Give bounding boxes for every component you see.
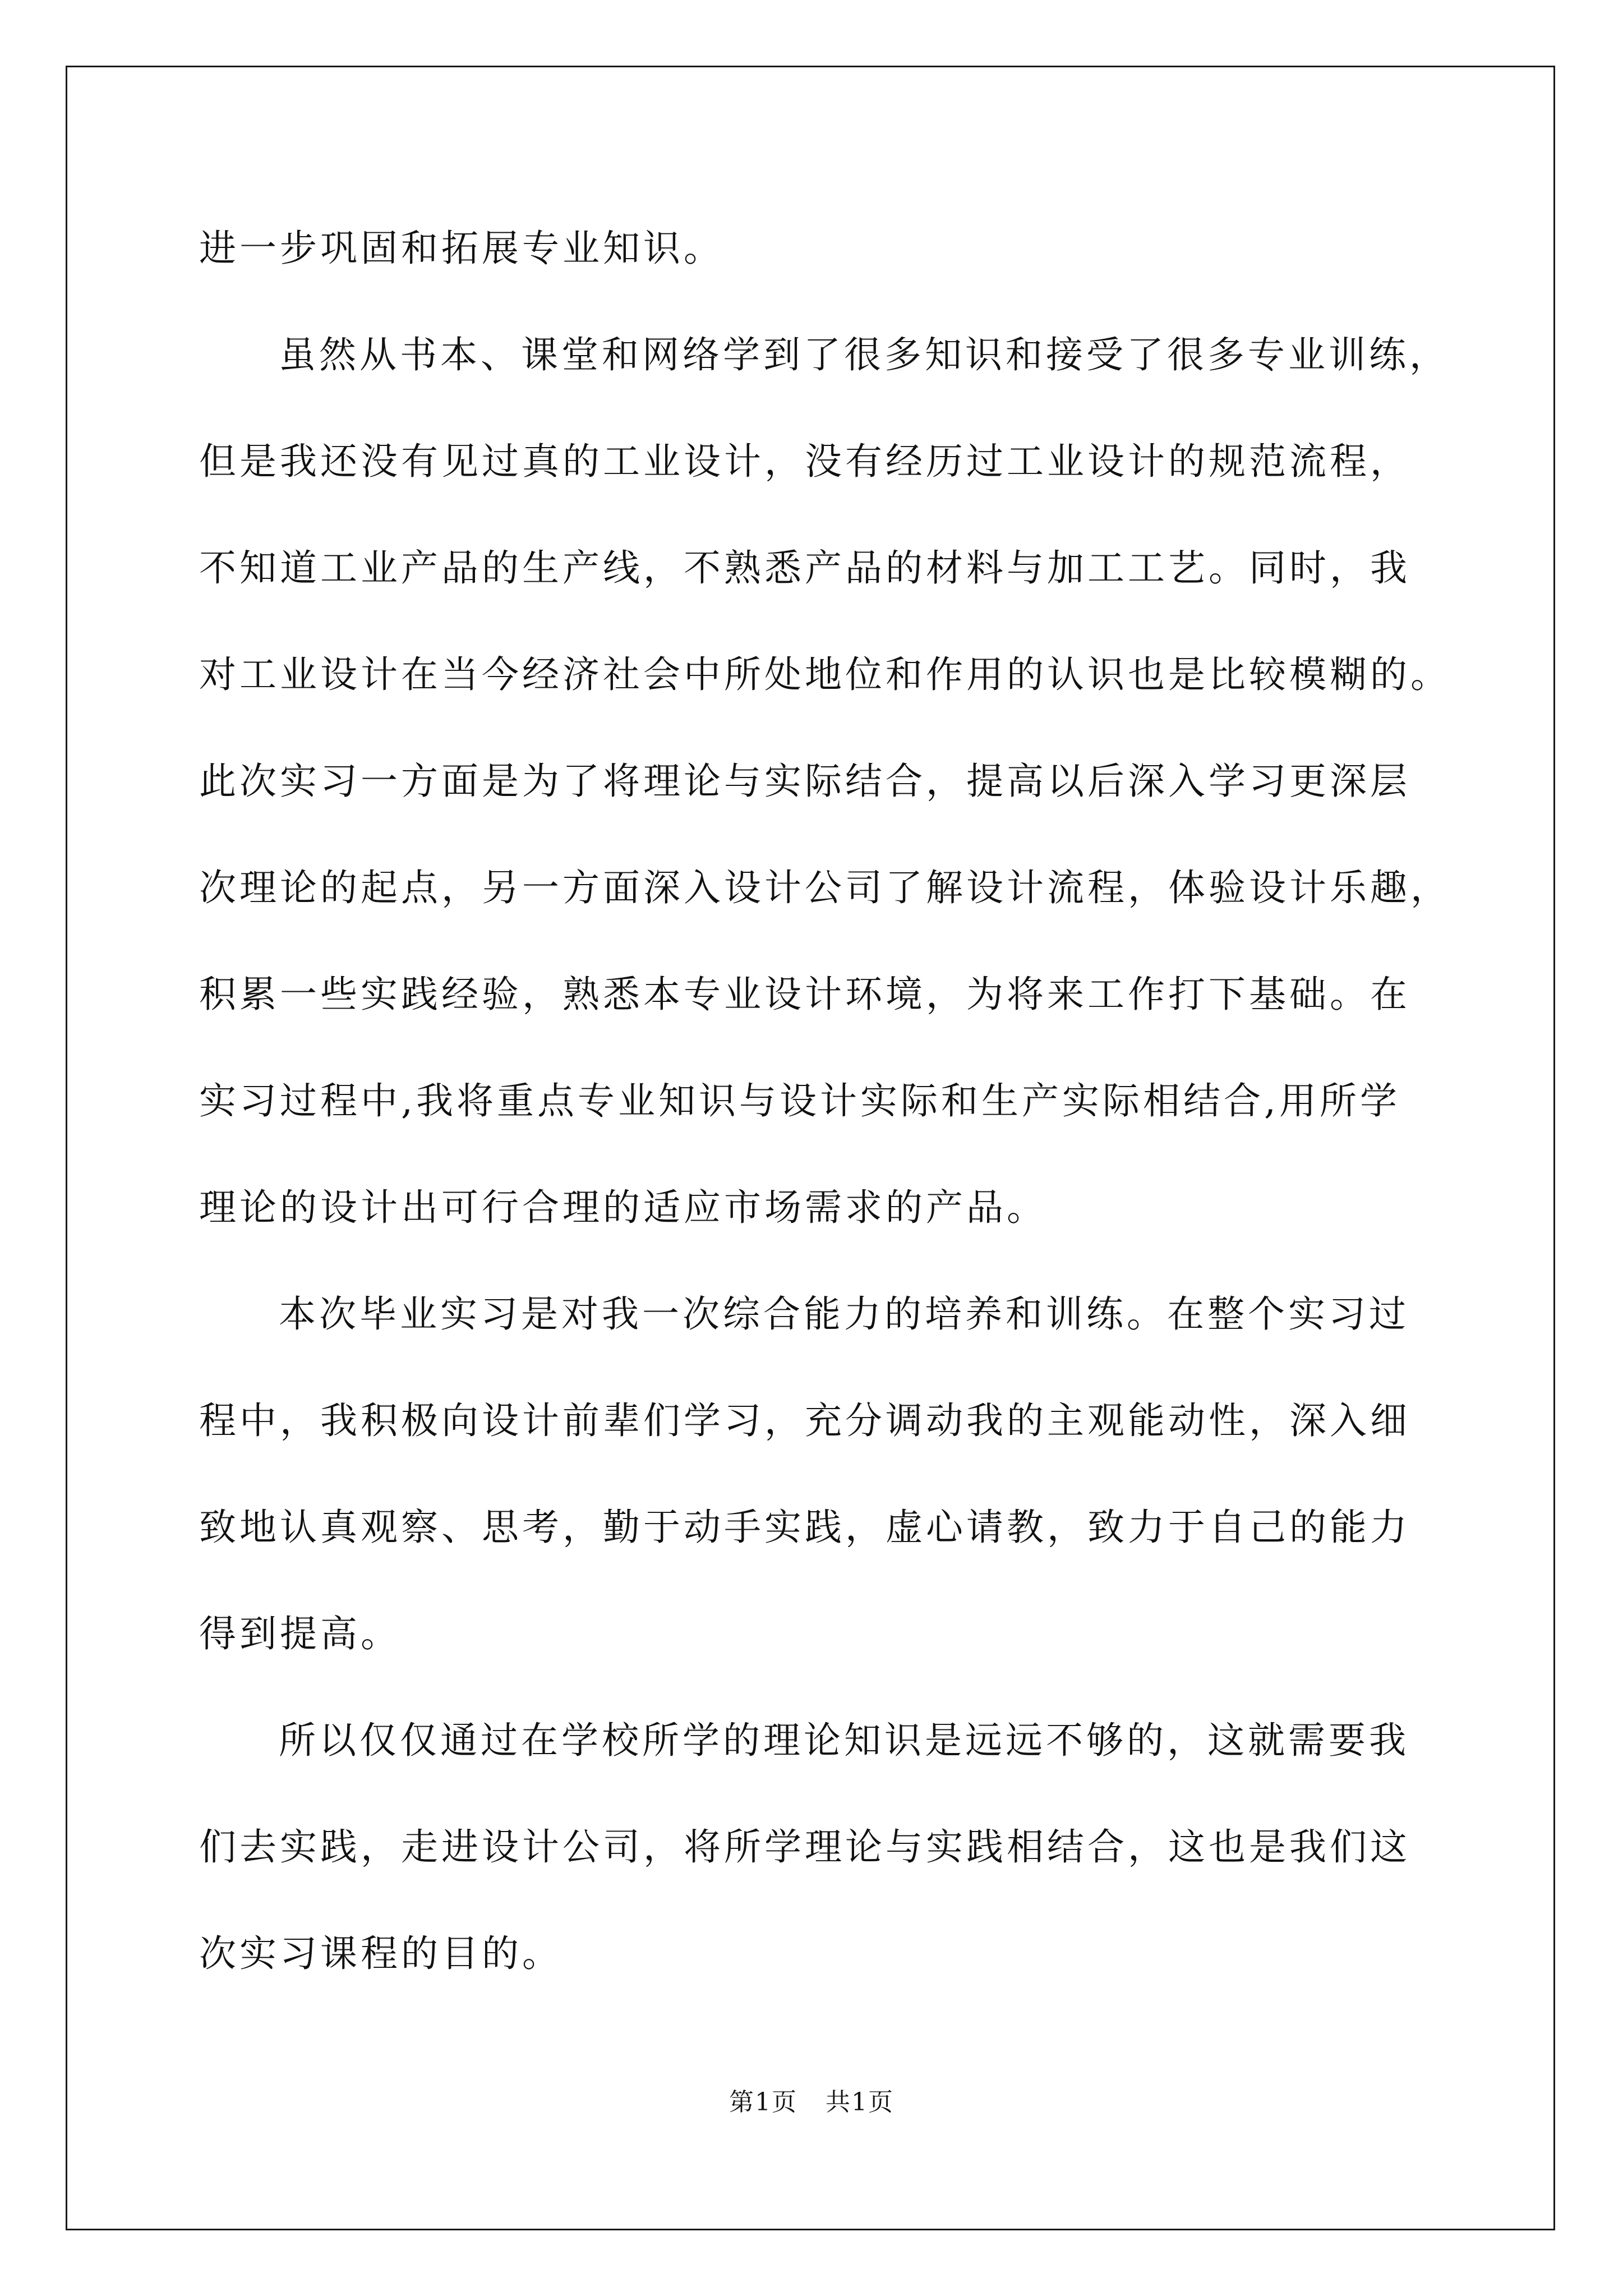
total-pages: 共1页 xyxy=(826,2088,894,2116)
text-line: 致地认真观察、思考，勤于动手实践，虚心请教，致力于自己的能力 xyxy=(199,1506,1410,1549)
text-line: 程中，我积极向设计前辈们学习，充分调动我的主观能动性，深入细 xyxy=(199,1399,1410,1442)
paragraph-start-line: 所以仅仅通过在学校所学的理论知识是远远不够的，这就需要我 xyxy=(279,1719,1409,1762)
document-body xyxy=(199,195,1450,2007)
text-line: 得到提高。 xyxy=(199,1612,401,1655)
text-line: 次理论的起点，另一方面深入设计公司了解设计流程，体验设计乐趣， xyxy=(199,866,1451,909)
text-line: 进一步巩固和拓展专业知识。 xyxy=(199,227,724,270)
text-line: 积累一些实践经验，熟悉本专业设计环境，为将来工作打下基础。在 xyxy=(199,973,1410,1016)
text-line: 们去实践，走进设计公司，将所学理论与实践相结合，这也是我们这 xyxy=(199,1825,1410,1869)
text-line: 次实习课程的目的。 xyxy=(199,1932,562,1975)
text-line: 实习过程中,我将重点专业知识与设计实际和生产实际相结合,用所学 xyxy=(199,1079,1400,1122)
text-line: 对工业设计在当今经济社会中所处地位和作用的认识也是比较模糊的。 xyxy=(199,653,1451,696)
paragraph-start-line: 本次毕业实习是对我一次综合能力的培养和训练。在整个实习过 xyxy=(279,1292,1409,1336)
text-line: 此次实习一方面是为了将理论与实际结合，提高以后深入学习更深层 xyxy=(199,760,1410,803)
text-line: 理论的设计出可行合理的适应市场需求的产品。 xyxy=(199,1186,1047,1229)
page-footer xyxy=(0,2086,1623,2119)
text-line: 但是我还没有见过真的工业设计，没有经历过工业设计的规范流程， xyxy=(199,440,1410,483)
page-number: 第1页 xyxy=(729,2088,797,2116)
paragraph-start-line: 虽然从书本、课堂和网络学到了很多知识和接受了很多专业训练， xyxy=(279,333,1450,376)
text-line: 不知道工业产品的生产线，不熟悉产品的材料与加工工艺。同时，我 xyxy=(199,546,1410,590)
